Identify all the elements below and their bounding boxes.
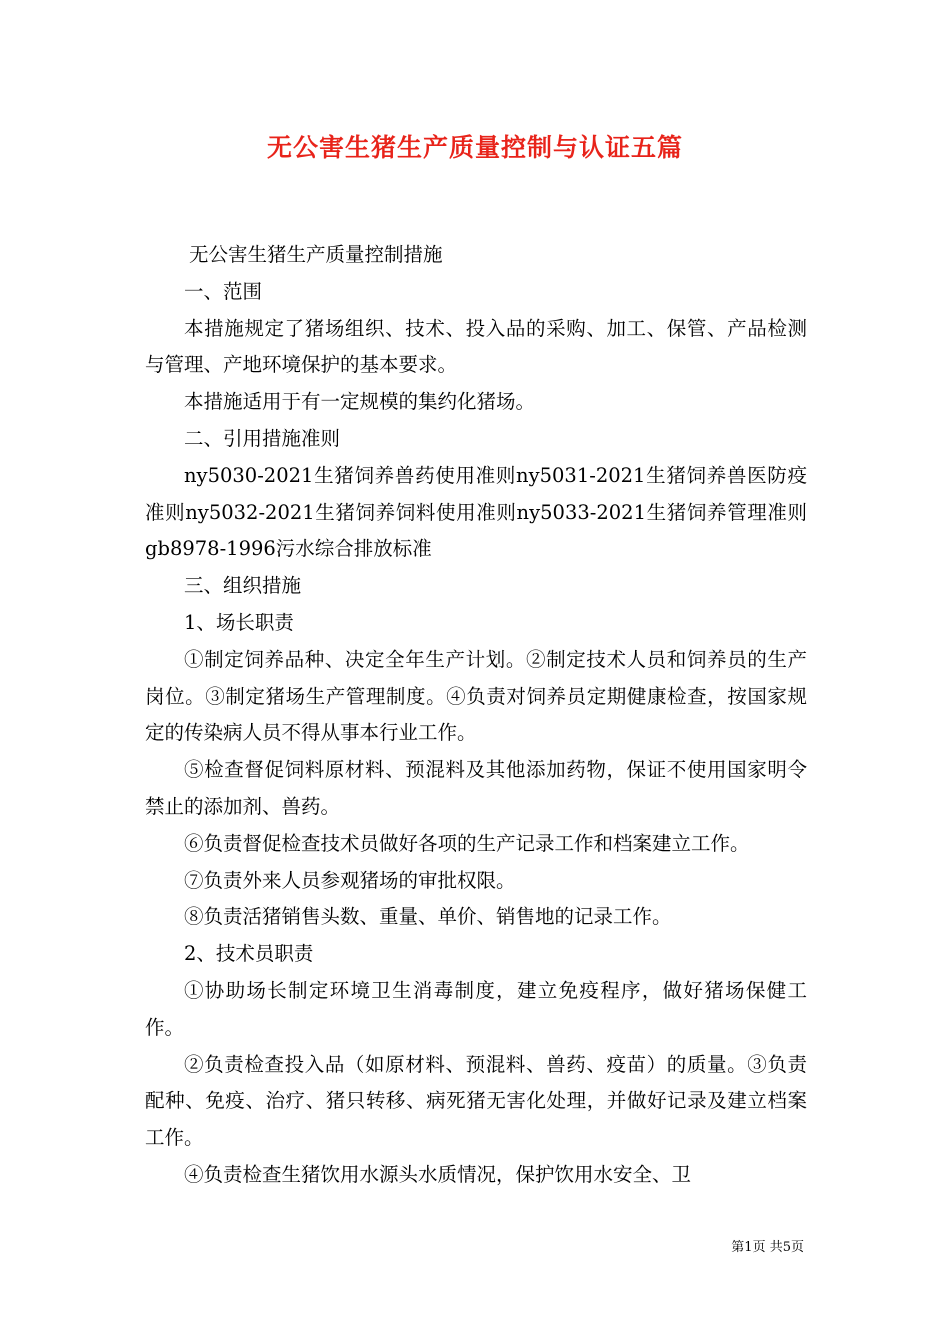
- footer-prefix: 第: [731, 1240, 745, 1255]
- paragraph: 本措施规定了猪场组织、技术、投入品的采购、加工、保管、产品检测与管理、产地环境保护的基本要求。: [145, 316, 807, 377]
- current-page-number: 1: [744, 1240, 753, 1255]
- paragraph: ①协助场长制定环境卫生消毒制度，建立免疫程序，做好猪场保健工作。: [145, 978, 807, 1039]
- document-title: 无公害生猪生产质量控制与认证五篇: [266, 133, 683, 162]
- total-pages-number: 5: [782, 1240, 791, 1255]
- document-body: [145, 237, 807, 1194]
- paragraph: ⑥负责督促检查技术员做好各项的生产记录工作和档案建立工作。: [184, 831, 750, 855]
- paragraph: 一、范围: [184, 279, 263, 303]
- paragraph: ⑧负责活猪销售头数、重量、单价、销售地的记录工作。: [184, 905, 672, 929]
- section-heading: 无公害生猪生产质量控制措施: [189, 243, 443, 266]
- paragraph: ⑦负责外来人员参观猪场的审批权限。: [184, 868, 516, 892]
- paragraph: ①制定饲养品种、决定全年生产计划。②制定技术人员和饲养员的生产岗位。③制定猪场生产管理制度。④负责对饲养员定期健康检查，按国家规定的传染病人员不得从事本行业工作。: [145, 647, 807, 745]
- paragraph: 二、引用措施准则: [184, 426, 341, 450]
- paragraph: ④负责检查生猪饮用水源头水质情况，保护饮用水安全、卫: [184, 1162, 692, 1186]
- paragraph: ②负责检查投入品（如原材料、预混料、兽药、疫苗）的质量。③负责配种、免疫、治疗、猪只转移、病死猪无害化处理，并做好记录及建立档案工作。: [145, 1052, 807, 1150]
- footer-middle: 页 共: [752, 1240, 783, 1255]
- paragraph: 2、技术员职责: [184, 942, 314, 966]
- footer-suffix: 页: [790, 1240, 804, 1255]
- page-number-footer: [731, 1238, 804, 1258]
- paragraph: 本措施适用于有一定规模的集约化猪场。: [184, 390, 536, 414]
- paragraph: ⑤检查督促饲料原材料、预混料及其他添加药物，保证不使用国家明令禁止的添加剂、兽药。: [145, 758, 807, 818]
- paragraph: 1、场长职责: [184, 610, 294, 634]
- paragraph: ny5030-2021生猪饲养兽药使用准则ny5031-2021生猪饲养兽医防疫准则ny5032-2021生猪饲养饲料使用准则ny5033-2021生猪饲养管理准则gb8978-1996污水综合排放标准: [145, 463, 807, 561]
- paragraph: 三、组织措施: [184, 574, 302, 598]
